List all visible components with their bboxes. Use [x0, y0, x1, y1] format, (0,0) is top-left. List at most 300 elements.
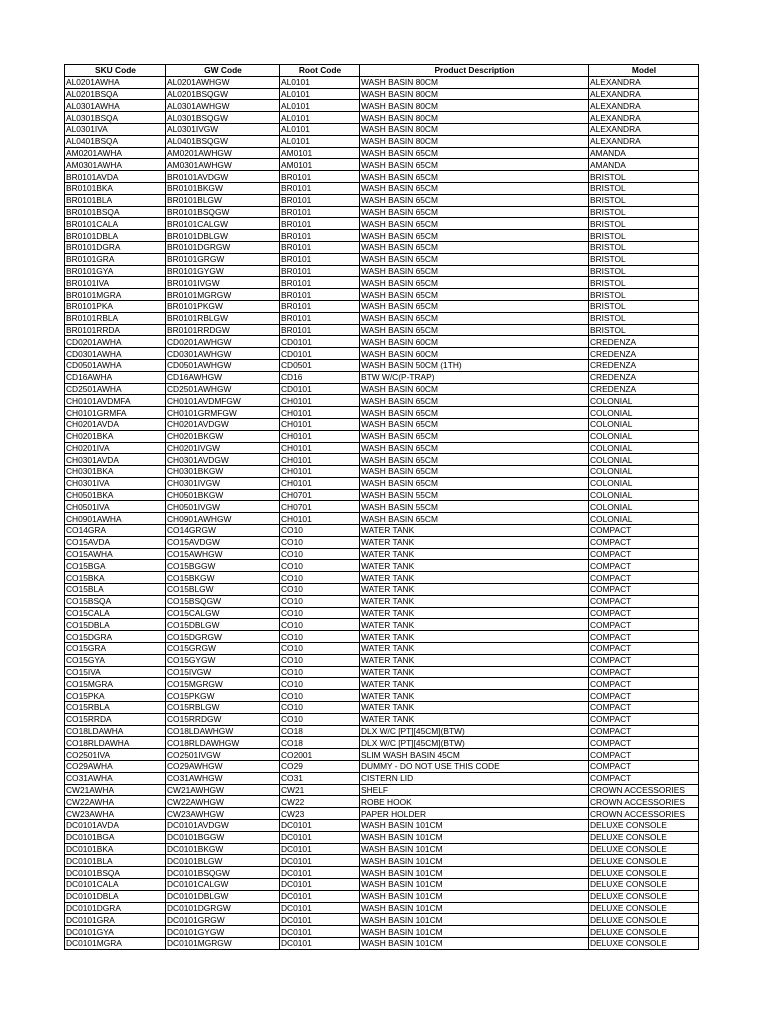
gw-code-cell: BR0101IVGW	[166, 277, 280, 289]
gw-code-cell: CH0101GRMFGW	[166, 407, 280, 419]
model-cell: DELUXE CONSOLE	[589, 867, 699, 879]
product-description-cell: WATER TANK	[360, 631, 589, 643]
root-code-cell: CW22	[280, 796, 360, 808]
root-code-cell: CW21	[280, 784, 360, 796]
product-description-cell: WATER TANK	[360, 584, 589, 596]
table-row	[65, 843, 699, 855]
table-row	[65, 489, 699, 501]
table-header	[65, 65, 699, 77]
table-body	[65, 76, 699, 949]
sku-code-cell: AL0301AWHA	[65, 100, 166, 112]
sku-code-cell: CO15RRDA	[65, 713, 166, 725]
table-row	[65, 477, 699, 489]
table-row	[65, 713, 699, 725]
table-row	[65, 643, 699, 655]
gw-code-cell: BR0101GRGW	[166, 253, 280, 265]
sku-code-cell: CH0201IVA	[65, 442, 166, 454]
product-description-cell: WATER TANK	[360, 548, 589, 560]
product-description-cell: WATER TANK	[360, 536, 589, 548]
sku-code-cell: BR0101RBLA	[65, 312, 166, 324]
table-row	[65, 702, 699, 714]
table-row	[65, 560, 699, 572]
gw-code-cell: AL0301AWHGW	[166, 100, 280, 112]
root-code-cell: DC0101	[280, 855, 360, 867]
table-row	[65, 371, 699, 383]
product-description-cell: WASH BASIN 101CM	[360, 926, 589, 938]
product-description-cell: WASH BASIN 101CM	[360, 890, 589, 902]
product-description-cell: WASH BASIN 101CM	[360, 831, 589, 843]
product-description-cell: PAPER HOLDER	[360, 808, 589, 820]
sku-code-cell: DC0101AVDA	[65, 820, 166, 832]
root-code-cell: AL0101	[280, 76, 360, 88]
product-description-cell: DLX W/C [PT][45CM](BTW)	[360, 737, 589, 749]
product-description-cell: WASH BASIN 80CM	[360, 123, 589, 135]
root-code-cell: DC0101	[280, 914, 360, 926]
gw-code-cell: CO15CALGW	[166, 607, 280, 619]
gw-code-cell: CH0501IVGW	[166, 501, 280, 513]
model-cell: DELUXE CONSOLE	[589, 878, 699, 890]
root-code-cell: CD0101	[280, 336, 360, 348]
table-row	[65, 194, 699, 206]
sku-code-cell: CO15BLA	[65, 584, 166, 596]
model-cell: DELUXE CONSOLE	[589, 937, 699, 949]
model-cell: COMPACT	[589, 737, 699, 749]
sku-code-cell: CO15BGA	[65, 560, 166, 572]
root-code-cell: DC0101	[280, 820, 360, 832]
gw-code-cell: CD16AWHGW	[166, 371, 280, 383]
table-row	[65, 890, 699, 902]
model-cell: COMPACT	[589, 560, 699, 572]
root-code-cell: CO2001	[280, 749, 360, 761]
product-description-cell: WASH BASIN 80CM	[360, 88, 589, 100]
model-cell: CREDENZA	[589, 383, 699, 395]
gw-code-cell: CO15PKGW	[166, 690, 280, 702]
table-row	[65, 383, 699, 395]
sku-code-cell: AL0301IVA	[65, 123, 166, 135]
sku-code-cell: CO15BKA	[65, 572, 166, 584]
gw-code-cell: CH0101AVDMFGW	[166, 395, 280, 407]
product-description-cell: WATER TANK	[360, 678, 589, 690]
model-cell: COMPACT	[589, 607, 699, 619]
root-code-cell: AM0101	[280, 147, 360, 159]
sku-code-cell: CO15DBLA	[65, 619, 166, 631]
table-row	[65, 666, 699, 678]
sku-code-cell: CW22AWHA	[65, 796, 166, 808]
table-row	[65, 761, 699, 773]
table-row	[65, 595, 699, 607]
product-description-cell: WASH BASIN 65CM	[360, 194, 589, 206]
sku-code-cell: CD0501AWHA	[65, 359, 166, 371]
table-row	[65, 241, 699, 253]
root-code-cell: BR0101	[280, 194, 360, 206]
root-code-cell: CO10	[280, 560, 360, 572]
model-cell: COLONIAL	[589, 513, 699, 525]
model-cell: COLONIAL	[589, 477, 699, 489]
sku-code-cell: CO15GRA	[65, 643, 166, 655]
root-code-cell: AL0101	[280, 123, 360, 135]
product-description-cell: WASH BASIN 80CM	[360, 135, 589, 147]
gw-code-cell: DC0101DGRGW	[166, 902, 280, 914]
table-row	[65, 100, 699, 112]
product-description-cell: WASH BASIN 65CM	[360, 289, 589, 301]
sku-code-cell: AL0401BSQA	[65, 135, 166, 147]
gw-code-cell: AL0301IVGW	[166, 123, 280, 135]
sku-code-cell: CO29AWHA	[65, 761, 166, 773]
table-row	[65, 878, 699, 890]
table-row	[65, 407, 699, 419]
root-code-cell: CO10	[280, 572, 360, 584]
product-description-cell: ROBE HOOK	[360, 796, 589, 808]
gw-code-cell: CW22AWHGW	[166, 796, 280, 808]
sku-code-cell: DC0101BGA	[65, 831, 166, 843]
model-cell: COMPACT	[589, 713, 699, 725]
model-cell: ALEXANDRA	[589, 112, 699, 124]
model-cell: COMPACT	[589, 690, 699, 702]
gw-code-cell: CW23AWHGW	[166, 808, 280, 820]
sku-code-cell: AM0301AWHA	[65, 159, 166, 171]
sku-code-cell: CD0301AWHA	[65, 348, 166, 360]
model-cell: COMPACT	[589, 761, 699, 773]
model-cell: BRISTOL	[589, 312, 699, 324]
product-description-cell: WASH BASIN 65CM	[360, 147, 589, 159]
root-code-cell: CO10	[280, 631, 360, 643]
product-description-cell: WASH BASIN 65CM	[360, 218, 589, 230]
sku-code-cell: CH0101AVDMFA	[65, 395, 166, 407]
sku-code-cell: DC0101DBLA	[65, 890, 166, 902]
gw-code-cell: BR0101RRDGW	[166, 324, 280, 336]
gw-code-cell: CH0201IVGW	[166, 442, 280, 454]
root-code-cell: BR0101	[280, 253, 360, 265]
product-description-cell: WASH BASIN 101CM	[360, 867, 589, 879]
sku-code-cell: CO15IVA	[65, 666, 166, 678]
table-row	[65, 914, 699, 926]
table-row	[65, 855, 699, 867]
root-code-cell: CO10	[280, 678, 360, 690]
model-cell: COMPACT	[589, 749, 699, 761]
product-description-cell: WASH BASIN 65CM	[360, 513, 589, 525]
root-code-cell: DC0101	[280, 902, 360, 914]
model-cell: BRISTOL	[589, 265, 699, 277]
gw-code-cell: DC0101BKGW	[166, 843, 280, 855]
model-cell: AMANDA	[589, 159, 699, 171]
model-cell: BRISTOL	[589, 171, 699, 183]
table-row	[65, 513, 699, 525]
root-code-cell: CO10	[280, 595, 360, 607]
root-code-cell: CH0101	[280, 395, 360, 407]
product-description-cell: WASH BASIN 65CM	[360, 395, 589, 407]
root-code-cell: BR0101	[280, 182, 360, 194]
sku-code-cell: CO15MGRA	[65, 678, 166, 690]
model-cell: BRISTOL	[589, 300, 699, 312]
gw-code-cell: CH0301AVDGW	[166, 454, 280, 466]
sku-code-cell: CD0201AWHA	[65, 336, 166, 348]
gw-code-cell: CH0201AVDGW	[166, 418, 280, 430]
product-table-sheet	[64, 64, 698, 950]
root-code-cell: CD0101	[280, 348, 360, 360]
sku-code-cell: CH0201BKA	[65, 430, 166, 442]
model-cell: DELUXE CONSOLE	[589, 820, 699, 832]
root-code-cell: CH0701	[280, 501, 360, 513]
gw-code-cell: DC0101BGGW	[166, 831, 280, 843]
table-row	[65, 749, 699, 761]
product-description-cell: WATER TANK	[360, 713, 589, 725]
sku-code-cell: CO14GRA	[65, 525, 166, 537]
sku-code-cell: CO2501IVA	[65, 749, 166, 761]
gw-code-cell: BR0101DGRGW	[166, 241, 280, 253]
sku-code-cell: BR0101GYA	[65, 265, 166, 277]
table-row	[65, 867, 699, 879]
header-sku-code: SKU Code	[65, 65, 166, 77]
sku-code-cell: CH0901AWHA	[65, 513, 166, 525]
table-row	[65, 607, 699, 619]
table-row	[65, 926, 699, 938]
root-code-cell: CO10	[280, 666, 360, 678]
table-row	[65, 324, 699, 336]
sku-code-cell: CW23AWHA	[65, 808, 166, 820]
table-row	[65, 88, 699, 100]
sku-code-cell: CH0301BKA	[65, 466, 166, 478]
gw-code-cell: CO15BGGW	[166, 560, 280, 572]
model-cell: COMPACT	[589, 536, 699, 548]
gw-code-cell: AL0401BSQGW	[166, 135, 280, 147]
sku-code-cell: CO15BSQA	[65, 595, 166, 607]
gw-code-cell: CD2501AWHGW	[166, 383, 280, 395]
model-cell: CROWN ACCESSORIES	[589, 796, 699, 808]
root-code-cell: CH0101	[280, 418, 360, 430]
table-row	[65, 619, 699, 631]
root-code-cell: CH0101	[280, 430, 360, 442]
product-description-cell: WASH BASIN 65CM	[360, 171, 589, 183]
root-code-cell: CO10	[280, 536, 360, 548]
root-code-cell: CO10	[280, 548, 360, 560]
sku-code-cell: CO18LDAWHA	[65, 725, 166, 737]
product-description-cell: WASH BASIN 65CM	[360, 454, 589, 466]
gw-code-cell: BR0101AVDGW	[166, 171, 280, 183]
header-product-description: Product Description	[360, 65, 589, 77]
product-description-cell: SLIM WASH BASIN 45CM	[360, 749, 589, 761]
sku-code-cell: CO15PKA	[65, 690, 166, 702]
root-code-cell: DC0101	[280, 843, 360, 855]
sku-code-cell: DC0101CALA	[65, 878, 166, 890]
sku-code-cell: BR0101GRA	[65, 253, 166, 265]
table-row	[65, 182, 699, 194]
table-row	[65, 348, 699, 360]
gw-code-cell: BR0101DBLGW	[166, 230, 280, 242]
sku-code-cell: BR0101BLA	[65, 194, 166, 206]
sku-code-cell: CH0101GRMFA	[65, 407, 166, 419]
product-description-cell: WASH BASIN 65CM	[360, 324, 589, 336]
table-row	[65, 112, 699, 124]
gw-code-cell: DC0101MGRGW	[166, 937, 280, 949]
table-row	[65, 359, 699, 371]
table-row	[65, 430, 699, 442]
model-cell: DELUXE CONSOLE	[589, 890, 699, 902]
root-code-cell: DC0101	[280, 867, 360, 879]
root-code-cell: BR0101	[280, 206, 360, 218]
product-description-cell: WATER TANK	[360, 619, 589, 631]
model-cell: BRISTOL	[589, 253, 699, 265]
sku-code-cell: CO15AWHA	[65, 548, 166, 560]
model-cell: DELUXE CONSOLE	[589, 914, 699, 926]
model-cell: COLONIAL	[589, 489, 699, 501]
sku-code-cell: CO18RLDAWHA	[65, 737, 166, 749]
gw-code-cell: AL0301BSQGW	[166, 112, 280, 124]
root-code-cell: BR0101	[280, 289, 360, 301]
gw-code-cell: AL0201BSQGW	[166, 88, 280, 100]
model-cell: COMPACT	[589, 654, 699, 666]
root-code-cell: CO10	[280, 619, 360, 631]
model-cell: COMPACT	[589, 702, 699, 714]
root-code-cell: CH0101	[280, 454, 360, 466]
table-row	[65, 265, 699, 277]
table-row	[65, 454, 699, 466]
model-cell: COMPACT	[589, 643, 699, 655]
root-code-cell: BR0101	[280, 300, 360, 312]
root-code-cell: CH0101	[280, 477, 360, 489]
model-cell: DELUXE CONSOLE	[589, 902, 699, 914]
sku-code-cell: BR0101AVDA	[65, 171, 166, 183]
gw-code-cell: BR0101BLGW	[166, 194, 280, 206]
product-description-cell: BTW W/C(P-TRAP)	[360, 371, 589, 383]
table-row	[65, 808, 699, 820]
sku-code-cell: DC0101BLA	[65, 855, 166, 867]
product-description-cell: WASH BASIN 65CM	[360, 159, 589, 171]
model-cell: CREDENZA	[589, 348, 699, 360]
gw-code-cell: BR0101PKGW	[166, 300, 280, 312]
sku-code-cell: DC0101DGRA	[65, 902, 166, 914]
product-description-cell: WASH BASIN 65CM	[360, 466, 589, 478]
gw-code-cell: DC0101AVDGW	[166, 820, 280, 832]
table-row	[65, 395, 699, 407]
sku-code-cell: DC0101GRA	[65, 914, 166, 926]
root-code-cell: CO18	[280, 737, 360, 749]
product-description-cell: WASH BASIN 101CM	[360, 937, 589, 949]
table-row	[65, 159, 699, 171]
model-cell: COLONIAL	[589, 442, 699, 454]
sku-code-cell: CH0501IVA	[65, 501, 166, 513]
header-row	[65, 65, 699, 77]
model-cell: COLONIAL	[589, 454, 699, 466]
gw-code-cell: CO29AWHGW	[166, 761, 280, 773]
gw-code-cell: DC0101BLGW	[166, 855, 280, 867]
gw-code-cell: CO15BSQGW	[166, 595, 280, 607]
model-cell: COMPACT	[589, 584, 699, 596]
product-description-cell: WASH BASIN 60CM	[360, 336, 589, 348]
model-cell: BRISTOL	[589, 206, 699, 218]
model-cell: COLONIAL	[589, 430, 699, 442]
product-description-cell: WATER TANK	[360, 572, 589, 584]
model-cell: CREDENZA	[589, 359, 699, 371]
gw-code-cell: AM0201AWHGW	[166, 147, 280, 159]
sku-code-cell: CD16AWHA	[65, 371, 166, 383]
table-row	[65, 631, 699, 643]
root-code-cell: CO18	[280, 725, 360, 737]
table-row	[65, 725, 699, 737]
product-description-cell: WASH BASIN 65CM	[360, 442, 589, 454]
gw-code-cell: BR0101BKGW	[166, 182, 280, 194]
model-cell: ALEXANDRA	[589, 76, 699, 88]
gw-code-cell: CO31AWHGW	[166, 772, 280, 784]
gw-code-cell: CO14GRGW	[166, 525, 280, 537]
root-code-cell: CO29	[280, 761, 360, 773]
model-cell: BRISTOL	[589, 194, 699, 206]
root-code-cell: BR0101	[280, 230, 360, 242]
gw-code-cell: CO15GRGW	[166, 643, 280, 655]
table-row	[65, 501, 699, 513]
model-cell: COLONIAL	[589, 395, 699, 407]
product-description-cell: WASH BASIN 101CM	[360, 878, 589, 890]
product-description-cell: WASH BASIN 65CM	[360, 300, 589, 312]
model-cell: COLONIAL	[589, 407, 699, 419]
sku-code-cell: CH0301IVA	[65, 477, 166, 489]
gw-code-cell: AL0201AWHGW	[166, 76, 280, 88]
gw-code-cell: BR0101MGRGW	[166, 289, 280, 301]
sku-code-cell: BR0101DGRA	[65, 241, 166, 253]
root-code-cell: CH0701	[280, 489, 360, 501]
sku-code-cell: BR0101RRDA	[65, 324, 166, 336]
product-description-cell: WASH BASIN 50CM (1TH)	[360, 359, 589, 371]
model-cell: DELUXE CONSOLE	[589, 843, 699, 855]
product-description-cell: WASH BASIN 80CM	[360, 100, 589, 112]
table-row	[65, 300, 699, 312]
table-row	[65, 572, 699, 584]
table-row	[65, 289, 699, 301]
model-cell: COMPACT	[589, 595, 699, 607]
root-code-cell: CO10	[280, 702, 360, 714]
gw-code-cell: CD0301AWHGW	[166, 348, 280, 360]
root-code-cell: CD0501	[280, 359, 360, 371]
gw-code-cell: DC0101GRGW	[166, 914, 280, 926]
table-row	[65, 548, 699, 560]
gw-code-cell: CO15GYGW	[166, 654, 280, 666]
product-description-cell: SHELF	[360, 784, 589, 796]
sku-code-cell: CO15CALA	[65, 607, 166, 619]
model-cell: BRISTOL	[589, 241, 699, 253]
product-description-cell: WASH BASIN 65CM	[360, 407, 589, 419]
sku-code-cell: CH0501BKA	[65, 489, 166, 501]
table-row	[65, 831, 699, 843]
product-description-cell: WASH BASIN 65CM	[360, 182, 589, 194]
product-description-cell: WASH BASIN 65CM	[360, 265, 589, 277]
model-cell: ALEXANDRA	[589, 88, 699, 100]
gw-code-cell: DC0101GYGW	[166, 926, 280, 938]
gw-code-cell: BR0101RBLGW	[166, 312, 280, 324]
root-code-cell: BR0101	[280, 324, 360, 336]
gw-code-cell: CO18LDAWHGW	[166, 725, 280, 737]
table-row	[65, 525, 699, 537]
header-root-code: Root Code	[280, 65, 360, 77]
sku-code-cell: AL0201BSQA	[65, 88, 166, 100]
gw-code-cell: DC0101BSQGW	[166, 867, 280, 879]
root-code-cell: CO10	[280, 525, 360, 537]
root-code-cell: BR0101	[280, 277, 360, 289]
product-description-cell: WASH BASIN 65CM	[360, 230, 589, 242]
model-cell: CREDENZA	[589, 371, 699, 383]
gw-code-cell: CO18RLDAWHGW	[166, 737, 280, 749]
root-code-cell: CO10	[280, 584, 360, 596]
gw-code-cell: BR0101GYGW	[166, 265, 280, 277]
table-row	[65, 218, 699, 230]
product-description-cell: WASH BASIN 65CM	[360, 477, 589, 489]
model-cell: COLONIAL	[589, 418, 699, 430]
model-cell: CREDENZA	[589, 336, 699, 348]
product-description-cell: WASH BASIN 101CM	[360, 843, 589, 855]
model-cell: BRISTOL	[589, 289, 699, 301]
product-description-cell: WATER TANK	[360, 560, 589, 572]
product-description-cell: DUMMY - DO NOT USE THIS CODE	[360, 761, 589, 773]
product-description-cell: WATER TANK	[360, 607, 589, 619]
gw-code-cell: CO15RBLGW	[166, 702, 280, 714]
